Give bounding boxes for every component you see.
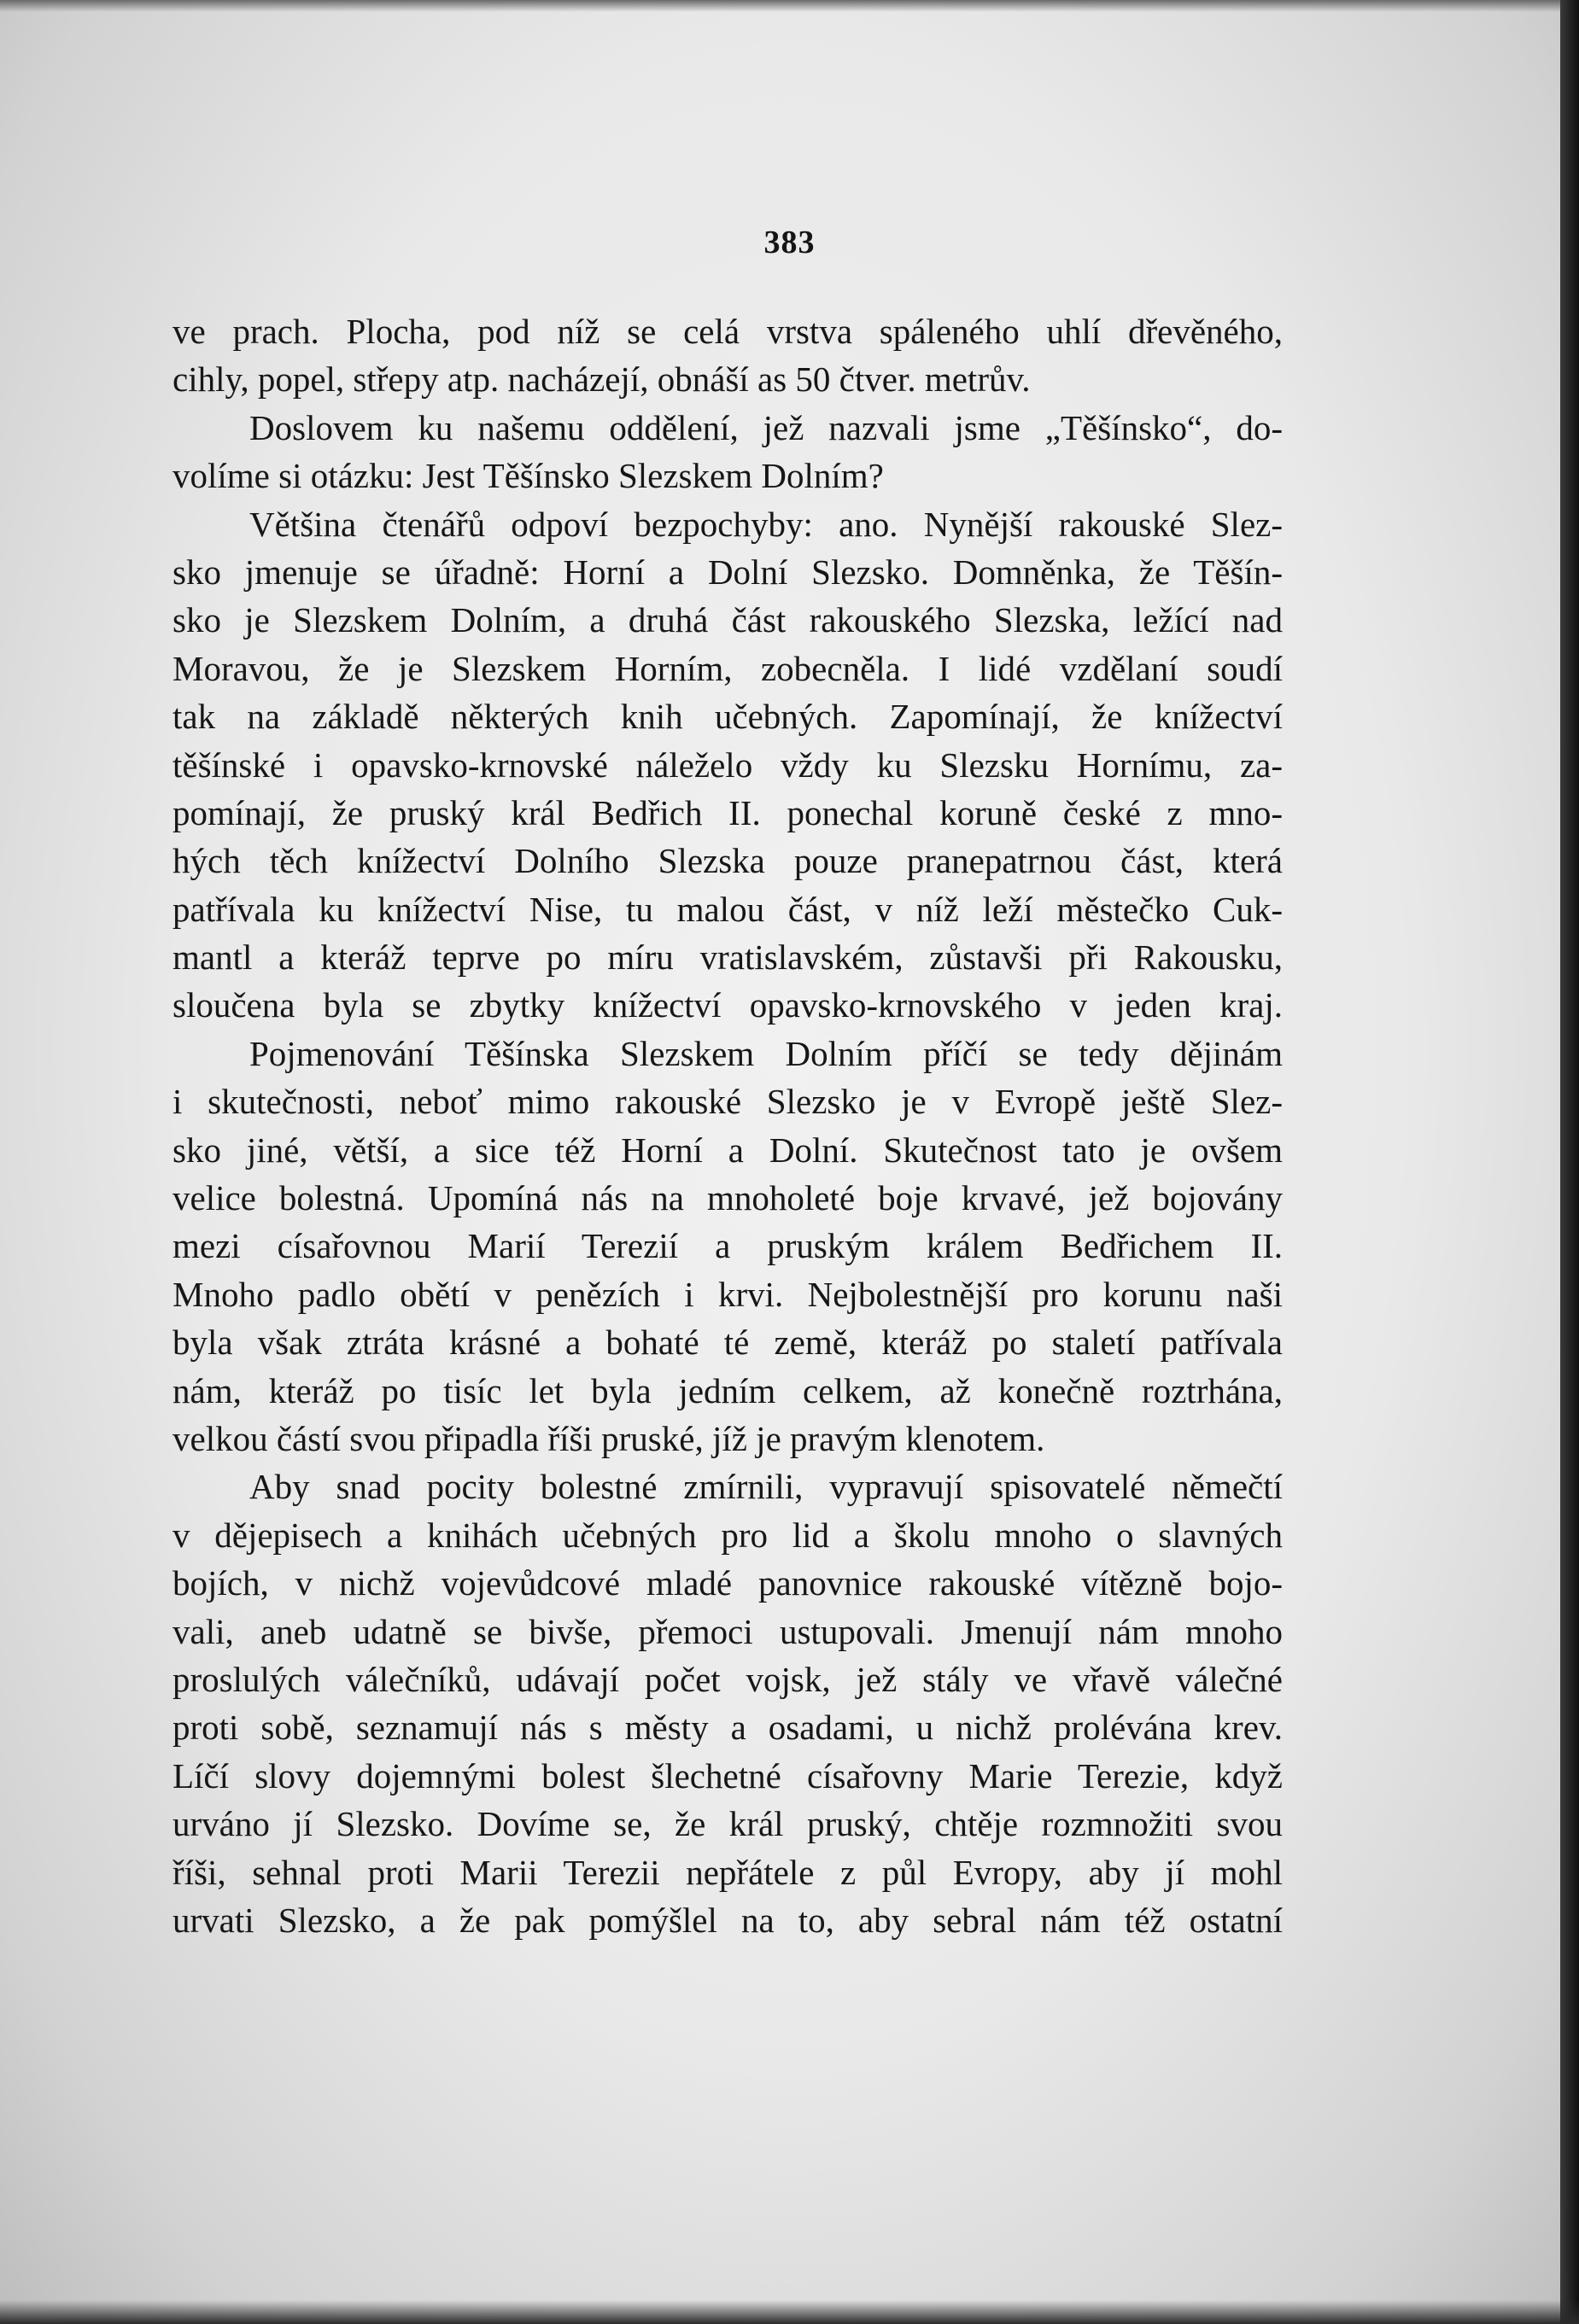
text-line: sloučena byla se zbytky knížectví opavsko-krnovského v jeden kraj.: [173, 985, 1283, 1025]
text-line: říši, sehnal proti Marii Terezii nepřátele z půl Evropy, aby jí mohl: [173, 1852, 1283, 1892]
text-line: sko je Slezskem Dolním, a druhá část rakouského Slezska, ležící nad: [173, 600, 1283, 640]
text-line: i skutečnosti, neboť mimo rakouské Slezsko je v Evropě ještě Slez-: [173, 1082, 1283, 1122]
text-line: byla však ztráta krásné a bohaté té země, kteráž po staletí patřívala: [173, 1323, 1283, 1363]
text-line: sko jiné, větší, a sice též Horní a Dolní. Skutečnost tato je ovšem: [173, 1130, 1283, 1170]
text-line: bojích, v nichž vojevůdcové mladé panovnice rakouské vítězně bojo-: [173, 1563, 1283, 1603]
text-line: Aby snad pocity bolestné zmírnili, vypravují spisovatelé němečtí: [249, 1467, 1283, 1507]
text-line: tak na základě některých knih učebných. Zapomínají, že knížectví: [173, 697, 1283, 737]
text-line: Pojmenování Těšínska Slezskem Dolním příčí se tedy dějinám: [249, 1033, 1283, 1073]
text-line: Líčí slovy dojemnými bolest šlechetné císařovny Marie Terezie, když: [173, 1755, 1283, 1796]
text-line: v dějepisech a knihách učebných pro lid a školu mnoho o slavných: [173, 1515, 1283, 1555]
text-line: mezi císařovnou Marií Terezií a pruským králem Bedřichem II.: [173, 1226, 1283, 1266]
text-line: urváno jí Slezsko. Dovíme se, že král pruský, chtěje rozmnožiti svou: [173, 1804, 1283, 1844]
text-line: Moravou, že je Slezskem Horním, zobecněla. I lidé vzdělaní soudí: [173, 648, 1283, 688]
text-line: velkou částí svou připadla říši pruské, jíž je pravým klenotem.: [173, 1418, 1045, 1458]
scan-right-shadow: [1560, 0, 1579, 2324]
text-line: nám, kteráž po tisíc let byla jedním celkem, až konečně roztrhána,: [173, 1370, 1283, 1410]
text-line: Doslovem ku našemu oddělení, jež nazvali jsme „Těšínsko“, do-: [249, 407, 1283, 447]
text-line: Většina čtenářů odpoví bezpochyby: ano. Nynější rakouské Slez-: [249, 504, 1283, 544]
text-line: volíme si otázku: Jest Těšínsko Slezskem Dolním?: [173, 456, 884, 496]
page-number: 383: [763, 225, 816, 260]
text-line: urvati Slezsko, a že pak pomýšlel na to, aby sebral nám též ostatní: [173, 1900, 1283, 1940]
text-line: cihly, popel, střepy atp. nacházejí, obnáší as 50 čtver. metrův.: [173, 359, 1031, 400]
text-line: sko jmenuje se úřadně: Horní a Dolní Slezsko. Domněnka, že Těšín-: [173, 552, 1283, 592]
text-line: těšínské i opavsko-krnovské náleželo vždy ku Slezsku Hornímu, za-: [173, 744, 1283, 785]
text-line: proti sobě, seznamují nás s městy a osadami, u nichž prolévána krev.: [173, 1708, 1283, 1748]
text-line: proslulých válečníků, udávají počet vojsk, jež stály ve vřavě válečné: [173, 1659, 1283, 1699]
text-line: velice bolestná. Upomíná nás na mnoholeté boje krvavé, jež bojovány: [173, 1178, 1283, 1218]
scan-top-shadow: [0, 0, 1579, 12]
text-line: pomínají, že pruský král Bedřich II. ponechal koruně české z mno-: [173, 792, 1283, 832]
body-text: [173, 307, 1283, 1944]
text-line: mantl a kteráž teprve po míru vratislavském, zůstavši při Rakousku,: [173, 937, 1283, 978]
scan-bottom-shadow: [0, 2300, 1579, 2324]
text-line: vali, aneb udatně se bivše, přemoci ustupovali. Jmenují nám mnoho: [173, 1611, 1283, 1651]
text-line: hých těch knížectví Dolního Slezska pouze pranepatrnou část, která: [173, 841, 1283, 881]
text-line: ve prach. Plocha, pod níž se celá vrstva spáleného uhlí dřevěného,: [173, 312, 1283, 351]
text-line: patřívala ku knížectví Nise, tu malou část, v níž leží městečko Cuk-: [173, 889, 1283, 929]
text-line: Mnoho padlo obětí v penězích i krvi. Nejbolestnější pro korunu naši: [173, 1274, 1283, 1314]
